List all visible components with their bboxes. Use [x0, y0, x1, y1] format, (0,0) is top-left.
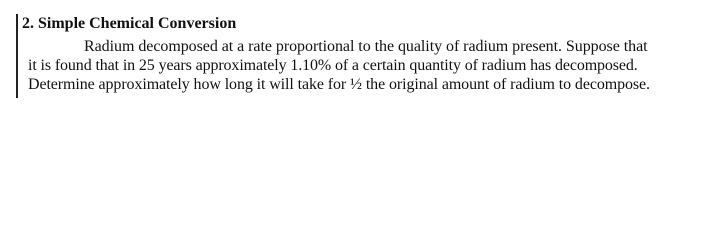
problem-title: 2. Simple Chemical Conversion	[22, 15, 237, 32]
problem-line-2: it is found that in 25 years approximately 1.10% of a certain quantity of radium has decomposed.	[28, 57, 638, 74]
problem-line-3: Determine approximately how long it will take for ½ the original amount of radium to decompose.	[28, 76, 650, 93]
problem-line-1: Radium decomposed at a rate proportional to the quality of radium present. Suppose that	[84, 38, 648, 55]
left-margin-rule	[16, 14, 18, 98]
